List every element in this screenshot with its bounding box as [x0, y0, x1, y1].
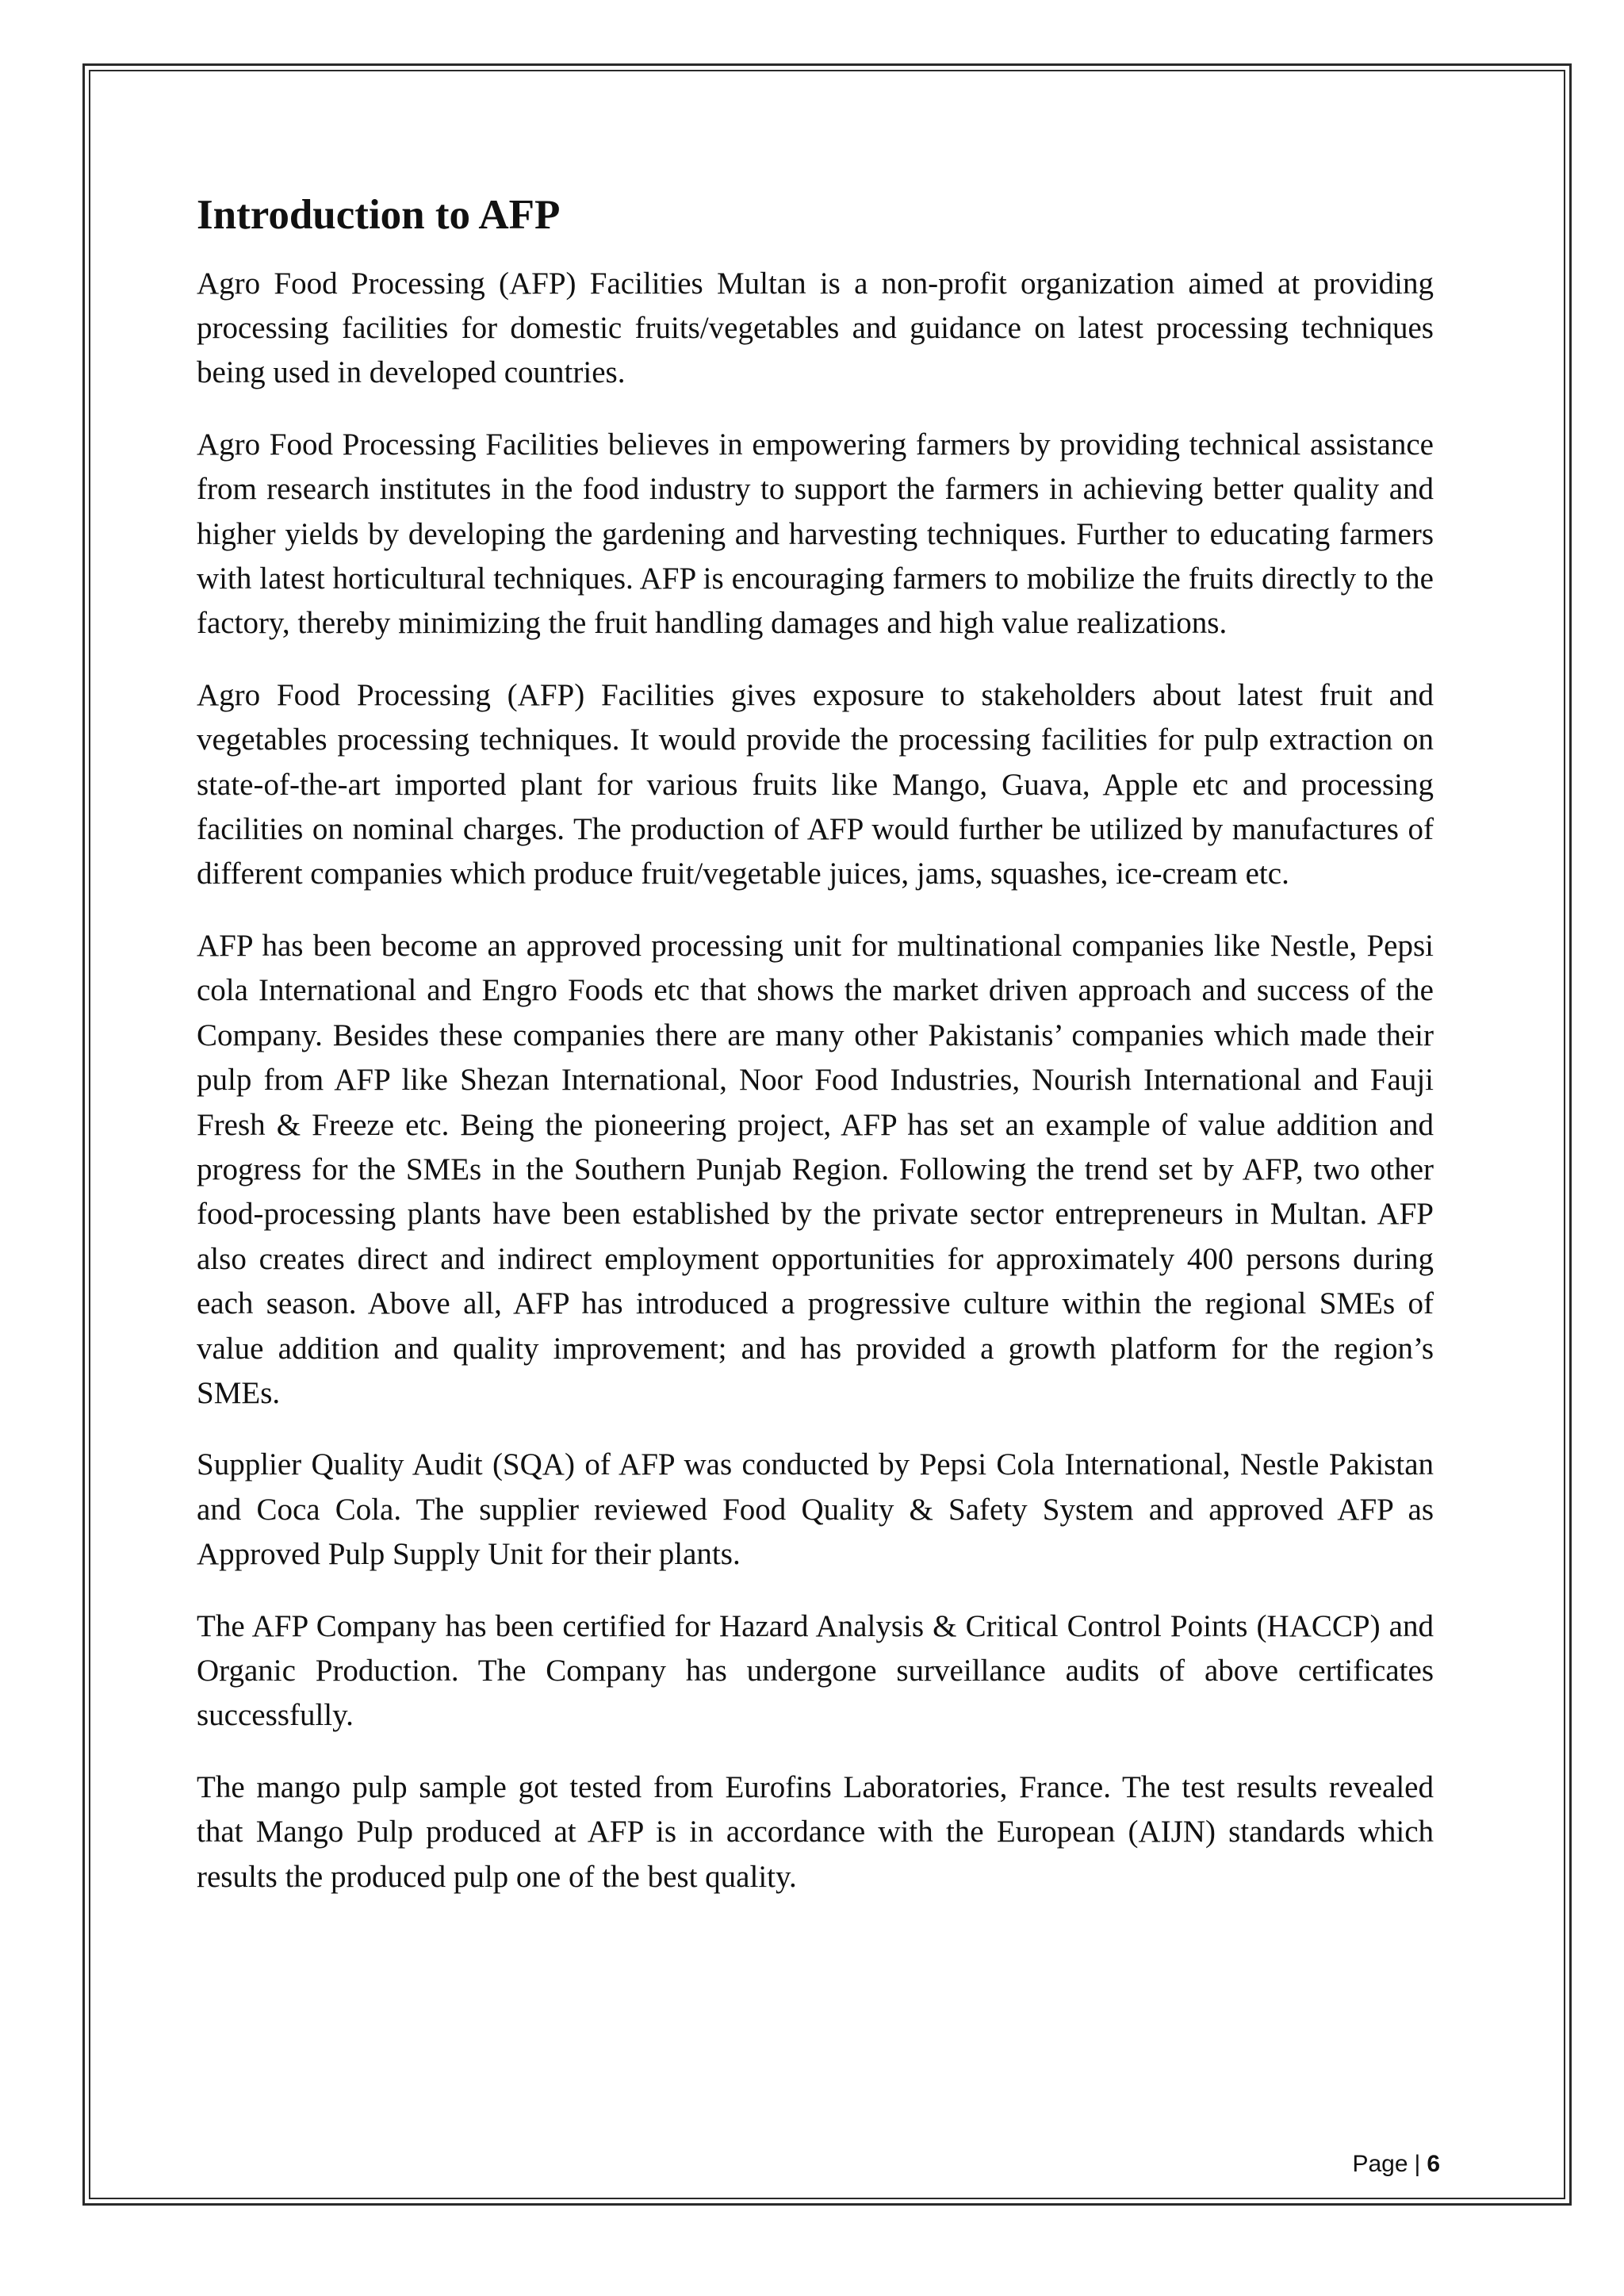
paragraph-intro: Agro Food Processing (AFP) Facilities Multan is a non-profit organization aimed at providing processing facilities for domestic fruits/vegetables and guidance on latest processing techniques being used in developed countries. — [197, 266, 1434, 390]
page-number: 6 — [1427, 2151, 1440, 2177]
page-title: Introduction to AFP — [197, 192, 561, 238]
paragraph-mango-pulp-test: The mango pulp sample got tested from Eurofins Laboratories, France. The test results revealed that Mango Pulp produced at AFP is in accordance with the European (AIJN) standards which results the produced pulp one of the best quality. — [197, 1769, 1434, 1894]
page-label: Page — [1352, 2151, 1408, 2177]
paragraph-farmers: Agro Food Processing Facilities believes in empowering farmers by providing technical assistance from research institutes in the food industry to support the farmers in achieving better quality and higher yields by developing the gardening and harvesting techniques. Further to educating farmers with latest horticultural techniques. AFP is encouraging farmers to mobilize the fruits directly to the factory, thereby minimizing the fruit handling damages and high value realizations. — [197, 427, 1434, 641]
paragraph-supplier-audit: Supplier Quality Audit (SQA) of AFP was conducted by Pepsi Cola International, Nestle Pakistan and Coca Cola. The supplier reviewed Food Quality & Safety System and approved AFP as Approved Pulp Supply Unit for their plants. — [197, 1447, 1434, 1572]
document-body — [197, 190, 1434, 1926]
paragraph-certification: The AFP Company has been certified for Hazard Analysis & Critical Control Points (HACCP) and Organic Production. The Company has undergone surveillance audits of above certificates successfully. — [197, 1608, 1434, 1733]
page-footer — [1352, 2151, 1440, 2178]
paragraph-exposure: Agro Food Processing (AFP) Facilities gives exposure to stakeholders about latest fruit and vegetables processing techniques. It would provide the processing facilities for pulp extraction on state-of-the-art imported plant for various fruits like Mango, Guava, Apple etc and processing facilities on nominal charges. The production of AFP would further be utilized by manufactures of different companies which produce fruit/vegetable juices, jams, squashes, ice-cream etc. — [197, 677, 1434, 891]
page-separator: | — [1414, 2151, 1421, 2177]
paragraph-approved-unit: AFP has been become an approved processing unit for multinational companies like Nestle, Pepsi cola International and Engro Foods etc that shows the market driven approach and success of the Company. Besides these companies there are many other Pakistanis’ companies which made their pulp from AFP like Shezan International, Noor Food Industries, Nourish International and Fauji Fresh & Freeze etc. Being the pioneering project, AFP has set an example of value addition and progress for the SMEs in the Southern Punjab Region. Following the trend set by AFP, two other food-processing plants have been established by the private sector entrepreneurs in Multan. AFP also creates direct and indirect employment opportunities for approximately 400 persons during each season. Above all, AFP has introduced a progressive culture within the regional SMEs of value addition and quality improvement; and has provided a growth platform for the region’s SMEs. — [197, 928, 1434, 1410]
